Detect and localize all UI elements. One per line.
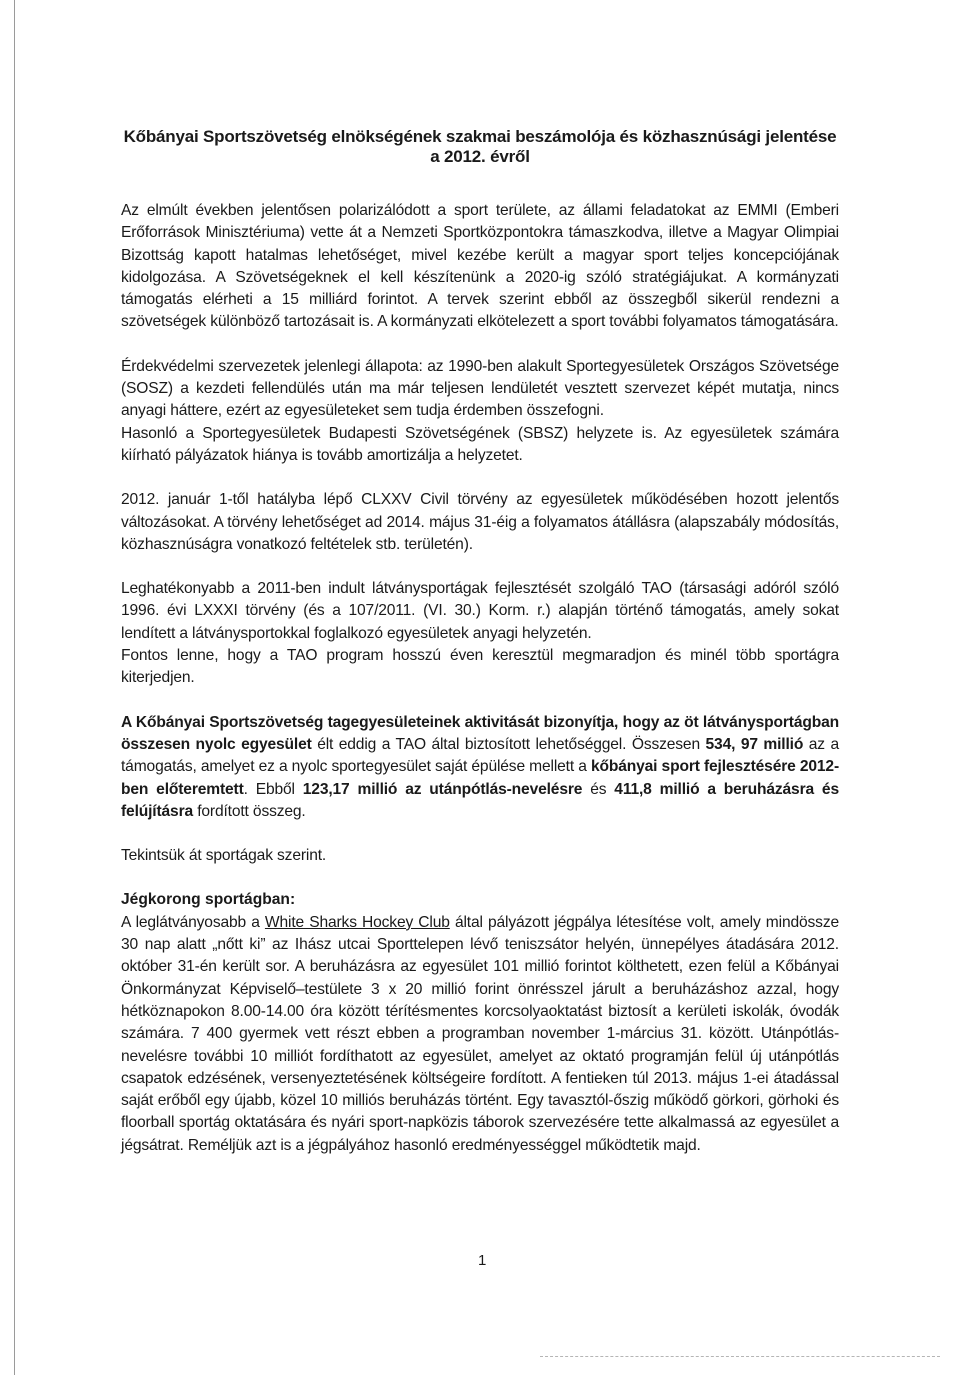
hockey-text-1: A leglátványosabb a xyxy=(121,913,265,931)
clubs-text-2: az a támogatás, amelyet ez a nyolc sportegyesület saját épülése mellett a xyxy=(121,735,840,776)
paragraph-overview: Tekintsük át sportágak szerint. xyxy=(121,847,327,865)
club-link-white-sharks[interactable]: White Sharks Hockey Club xyxy=(264,913,450,931)
paragraph-advocacy-sbsz: Hasonló a Sportegyesületek Budapesti Szövetségének (SBSZ) helyzete is. Az egyesületek számára kiírható pályázatok hiánya is tovább amortizálja a helyzetet. xyxy=(121,424,839,464)
paragraph-tao-future: Fontos lenne, hogy a TAO program hosszú éven keresztül megmaradjon és minél több sportágra kiterjedjen. xyxy=(121,647,839,687)
clubs-text-3: . Ebből xyxy=(243,780,303,798)
clubs-text-5: fordított összeg. xyxy=(193,802,306,820)
clubs-text-4: és xyxy=(582,780,615,798)
total-amount-bold: 534, 97 millió xyxy=(705,735,804,753)
clubs-text-1: élt eddig a TAO által biztosított lehetőséggel. Összesen xyxy=(311,735,706,753)
paragraph-member-clubs xyxy=(121,712,839,823)
section-ice-hockey xyxy=(121,889,839,1157)
paragraph-tao xyxy=(121,578,839,689)
document-page xyxy=(121,127,839,1157)
paragraph-tao-support: Leghatékonyabb a 2011-ben indult látványsportágak fejlesztését szolgáló TAO (társasági adóról szóló 1996. évi LXXXI törvény (és a 107/2011. (VI. 30.) Korm. r.) alapján történő támogatás, amely sokat lendített a látványsportokkal foglalkozó egyesületek anyagi helyzetén. xyxy=(121,580,839,642)
scan-bottom-line xyxy=(540,1356,940,1357)
paragraph-sport-policy: Az elmúlt években jelentősen polarizálódott a sport területe, az állami feladatokat az EMMI (Emberi Erőforrások Minisztériuma) vette át a Nemzeti Sportközpontokra támaszkodva, illetve a Magyar Olimpiai Bizottság kapott hatalmas lehetőséget, mivel kezébe került a magyar sport teljes koncepciójának kidolgozása. A Szövetségeknek el kell készítenünk a 2020-ig szóló stratégiájukat. A kormányzati támogatás elérheti a 15 milliárd forintot. A tervek szerint ebből az összegből sikerül rendezni a szövetségek különböző tartozásait is. A kormányzati elkötelezett a sport további folyamatos támogatására. xyxy=(121,202,839,331)
development-bold: kőbányai sport fejlesztésére 2012-ben előteremtett xyxy=(121,758,839,798)
scan-edge-line xyxy=(14,0,15,1375)
paragraph-advocacy xyxy=(121,356,839,467)
hockey-text-2: által pályázott jégpálya létesítése volt, amely mindössze 30 nap alatt „nőtt ki” az Ihász utcai Sporttelepen lévő teniszsátor helyén, ünnepélyes átadására 2012. október 31-én került sor. A beruházásra az egyesület 101 millió forintot költhetett, ezen felül a Kőbányai Önkormányzat Képviselő–testülete 3 x 20 millió forint önrésszel járult a beruházáshoz azzal, hogy hétköznapokon 8.00-14.00 óra között térítésmentes korcsolyaoktatást biztosít a kerületi iskolák, óvodák számára. 7 400 gyermek vett részt ebben a programban november 1-március 31. között. Utánpótlás-nevelésre további 10 milliót fordíthatott az egyesület, amelyet az oktató programján felül új utánpótlás csapatok edzésének, versenyeztetésének költségeire fordított. A fentieken túl 2013. május 1-ei átadással saját erőből egy újabb, közel 10 milliós beruházás történt. Egy tavasztól-őszig működő görkori, görhoki és floorball sportág oktatására és nyári sport-napközis táborok szervezésére tette alkalmassá az egyesület a jégsátrat. Reméljük azt is a jégpályához hasonló eredményességgel működtetik majd. xyxy=(121,913,839,1154)
document-title: Kőbányai Sportszövetség elnökségének szakmai beszámolója és közhasznúsági jelentése a 2012. évről xyxy=(123,127,837,166)
section-heading-ice-hockey: Jégkorong sportágban: xyxy=(121,891,296,909)
paragraph-civil-law: 2012. január 1-től hatályba lépő CLXXV Civil törvény az egyesületek működésében hozott jelentős változásokat. A törvény lehetőséget ad 2014. május 31-éig a folyamatos átállásra (alapszabály módosítás, közhasznúságra vonatkozó feltételek stb. területén). xyxy=(121,491,839,553)
youth-amount-bold: 123,17 millió az utánpótlás-nevelésre xyxy=(302,780,583,798)
paragraph-ice-hockey xyxy=(121,912,839,1157)
paragraph-advocacy-sosz: Érdekvédelmi szervezetek jelenlegi állapota: az 1990-ben alakult Sportegyesületek Országos Szövetsége (SOSZ) a kezdeti fellendülés után ma már teljesen lendületét vesztett szervezet képét mutatja, nincs anyagi háttere, ezért az egyesületeket sem tudja érdemben összefogni. xyxy=(121,357,839,420)
page-number: 1 xyxy=(478,1252,487,1269)
investment-amount-bold: 411,8 millió a beruházásra és felújításra xyxy=(121,780,839,820)
clubs-activity-bold: A Kőbányai Sportszövetség tagegyesületeinek aktivitását bizonyítja, hogy az öt látványsportágban összesen nyolc egyesület xyxy=(121,713,839,753)
